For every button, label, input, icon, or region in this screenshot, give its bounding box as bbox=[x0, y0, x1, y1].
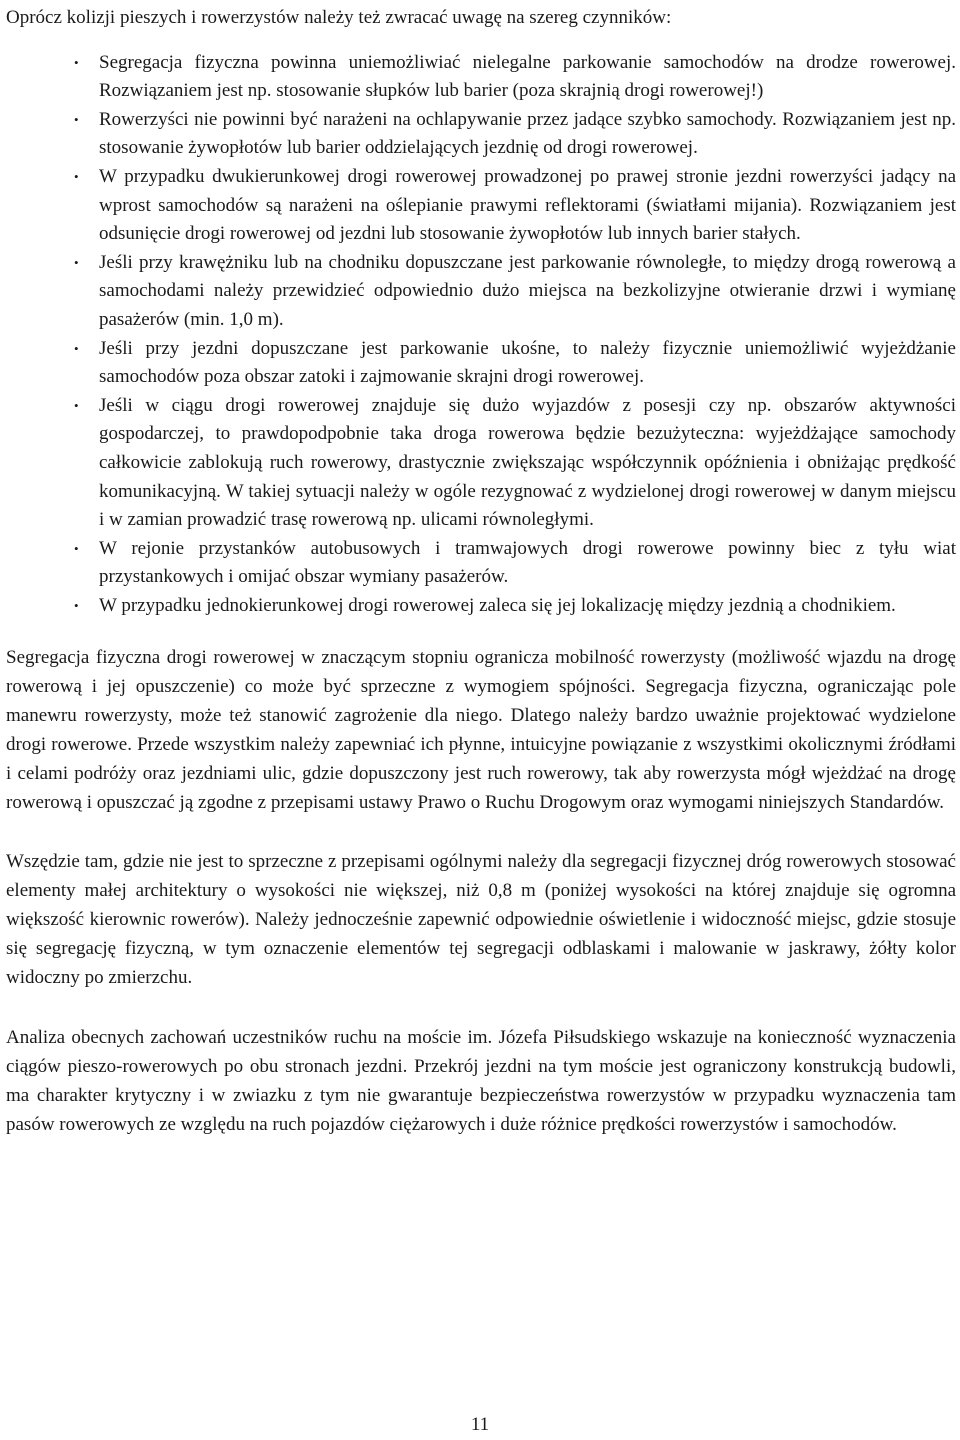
bullet-icon: • bbox=[74, 540, 79, 556]
bullet-icon: • bbox=[74, 397, 79, 413]
list-item-text: Jeśli przy jezdni dopuszczane jest parkowanie ukośne, to należy fizycznie uniemożliwić wyjeżdżanie samochodów poza obszar zatoki i zajmowanie skrajni drogi rowerowej. bbox=[99, 337, 956, 388]
list-item bbox=[6, 106, 956, 163]
body-paragraph-segregation: Segregacja fizyczna drogi rowerowej w znaczącym stopniu ogranicza mobilność rowerzysty (możliwość wjazdu na drogę rowerową i jej opuszczenie) co może być sprzeczne z wymogiem spójności. Segregacja fizyczna, ograniczając pole manewru rowerzysty, może też stanowić zagrożenie dla niego. Dlatego należy bardzo uważnie projektować wydzielone drogi rowerowe. Przede wszystkim należy zapewniać ich płynne, intuicyjne powiązanie z wszystkimi okolicznymi źródłami i celami podróży oraz jezdniami ulic, gdzie dopuszczony jest ruch rowerowy, tak aby rowerzysta mógł wjeżdżać na drogę rowerową i opuszczać ją zgodne z przepisami ustawy Prawo o Ruchu Drogowym oraz wymogami niniejszych Standardów. bbox=[6, 647, 956, 814]
document-page bbox=[6, 0, 956, 1139]
list-item bbox=[6, 49, 956, 106]
list-item-text: Rowerzyści nie powinni być narażeni na ochlapywanie przez jadące szybko samochody. Rozwiązaniem jest np. stosowanie żywopłotów lub barier oddzielających jezdnię od drogi rowerowej. bbox=[99, 108, 956, 159]
list-item-text: W rejonie przystanków autobusowych i tramwajowych drogi rowerowe powinny biec z tyłu wiat przystankowych i omijać obszar wymiany pasażerów. bbox=[99, 537, 956, 588]
bullet-icon: • bbox=[74, 597, 79, 613]
bullet-icon: • bbox=[74, 340, 79, 356]
list-item-text: W przypadku jednokierunkowej drogi rowerowej zaleca się jej lokalizację między jezdnią a chodnikiem. bbox=[99, 594, 896, 616]
list-item bbox=[6, 535, 956, 592]
list-item bbox=[6, 335, 956, 392]
bullet-icon: • bbox=[74, 168, 79, 184]
bullet-icon: • bbox=[74, 254, 79, 270]
list-item-text: Segregacja fizyczna powinna uniemożliwiać nielegalne parkowanie samochodów na drodze rowerowej. Rozwiązaniem jest np. stosowanie słupków lub barier (poza skrajnią drogi rowerowej!) bbox=[99, 51, 956, 102]
list-item-text: Jeśli przy krawężniku lub na chodniku dopuszczane jest parkowanie równoległe, to między drogą rowerową a samochodami należy przewidzieć odpowiednio dużo miejsca na bezkolizyjne otwieranie drzwi i wymianę pasażerów (min. 1,0 m). bbox=[99, 251, 956, 330]
factor-list bbox=[6, 49, 956, 621]
list-item bbox=[6, 249, 956, 335]
list-item bbox=[6, 592, 956, 621]
list-item bbox=[6, 163, 956, 249]
list-item-text: Jeśli w ciągu drogi rowerowej znajduje się dużo wyjazdów z posesji czy np. obszarów aktywności gospodarczej, to prawdopodpobnie taka droga rowerowa będzie bezużyteczna: wyjeżdżające samochody całkowicie zablokują ruch rowerowy, drastycznie zwiększając współczynnik opóźnienia i obniżając prędkość komunikacyjną. W takiej sytuacji należy w ogóle rezygnować z wydzielonej drogi rowerowej w danym miejscu i w zamian prowadzić trasę rowerową np. ulicami równoległymi. bbox=[99, 394, 956, 531]
intro-paragraph: Oprócz kolizji pieszych i rowerzystów należy też zwracać uwagę na szereg czynników: bbox=[6, 7, 672, 28]
list-item-text: W przypadku dwukierunkowej drogi rowerowej prowadzonej po prawej stronie jezdni rowerzyści jadący na wprost samochodów są narażeni na oślepianie prawymi reflektorami (światłami mijania). Rozwiązaniem jest odsunięcie drogi rowerowej od jezdni lub stosowanie żywopłotów lub innych barier stałych. bbox=[99, 165, 956, 245]
bullet-icon: • bbox=[74, 111, 79, 127]
bullet-icon: • bbox=[74, 54, 79, 70]
list-item bbox=[6, 392, 956, 535]
page-number: 11 bbox=[470, 1414, 490, 1435]
body-paragraph-small-architecture: Wszędzie tam, gdzie nie jest to sprzeczne z przepisami ogólnymi należy dla segregacji fizycznej dróg rowerowych stosować elementy małej architektury o wysokości nie większej, niż 0,8 m (poniżej wysokości na której znajduje się ogromna większość kierownic rowerów). Należy jednocześnie zapewnić odpowiednie oświetlenie i widoczność miejsc, gdzie stosuje się segregację fizyczną, w tym oznaczenie elementów tej segregacji odblaskami i malowanie w jaskrawy, żółty kolor widoczny po zmierzchu. bbox=[6, 851, 956, 989]
body-paragraph-bridge-analysis: Analiza obecnych zachowań uczestników ruchu na moście im. Józefa Piłsudskiego wskazuje na konieczność wyznaczenia ciągów pieszo-rowerowych po obu stronach jezdni. Przekrój jezdni na tym moście jest ograniczony konstrukcją budowli, ma charakter krytyczny i w zwiazku z tym nie gwarantuje bezpieczeństwa rowerzystów w przypadku wyznaczenia tam pasów rowerowych ze względu na ruch pojazdów ciężarowych i duże różnice prędkości rowerzystów i samochodów. bbox=[6, 1027, 956, 1136]
